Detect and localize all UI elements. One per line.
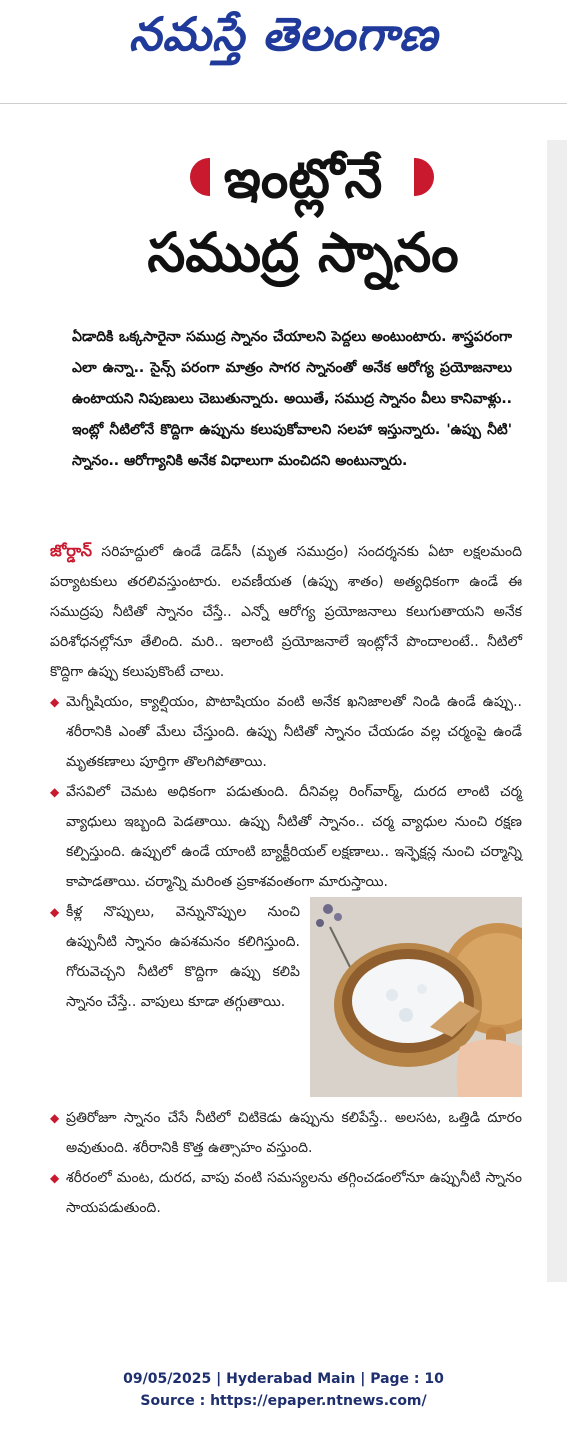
salt-bowl-illustration — [310, 897, 522, 1097]
bullet-item-with-photo — [50, 897, 522, 1017]
headline-line2: సముద్ర స్నానం — [147, 221, 459, 284]
headline — [58, 142, 548, 290]
salt-bowl-photo — [310, 897, 522, 1097]
footer-source-line: Source : https://epaper.ntnews.com/ — [140, 1393, 427, 1409]
lead-paragraph — [50, 536, 522, 687]
headline-pill-right — [414, 158, 434, 196]
lead-text: సరిహద్దులో ఉండే డెడ్‌సీ (మృత సముద్రం) సందర్శనకు ఏటా లక్షలమంది పర్యాటకులు తరలివస్తుంటారు. లవణీయత (ఉప్పు శాతం) అత్యధికంగా ఉండే ఈ సముద్రపు నీటితో స్నానం చేస్తే.. ఎన్నో ఆరోగ్య ప్రయోజనాలు కలుగుతాయని అనేక పరిశోధనల్లోనూ తేలింది. మరి.. ఇలాంటి ప్రయోజనాలే ఇంట్లోనే పొందాలంటే.. నీటిలో కొద్దిగా ఉప్పు కలుపుకొంటే చాలు. — [50, 544, 522, 680]
bullet-list — [50, 687, 522, 1223]
footer — [0, 1368, 567, 1412]
intro-paragraph: ఏడాదికి ఒక్కసారైనా సముద్ర స్నానం చేయాలని పెద్దలు అంటుంటారు. శాస్త్రపరంగా ఎలా ఉన్నా.. సైన్స్ పరంగా మాత్రం సాగర స్నానంతో అనేక ఆరోగ్య ప్రయోజనాలు ఉంటాయని నిపుణులు చెబుతున్నారు. అయితే, సముద్ర స్నానం వీలు కానివాళ్లు.. ఇంట్లో నీటిలోనే కొద్దిగా ఉప్పును కలుపుకోవాలని సలహా ఇస్తున్నారు. 'ఉప్పు నీటి' స్నానం.. ఆరోగ్యానికి అనేక విధాలుగా మంచిదని అంటున్నారు. — [72, 329, 512, 469]
bullet-item: ◆ శరీరంలో మంట, దురద, వాపు వంటి సమస్యలను తగ్గించడంలోనూ ఉప్పునీటి స్నానం సాయపడుతుంది. — [50, 1163, 522, 1223]
headline-pill-left — [190, 158, 210, 196]
headline-line1: ఇంట్లోనే — [223, 147, 383, 210]
lead-word: జోర్డాన్ — [50, 541, 92, 560]
bullet-item: ◆ వేసవిలో చెమట అధికంగా పడుతుంది. దీనివల్ల రింగ్‌వార్మ్, దురద లాంటి చర్మ వ్యాధులు ఇబ్బంది పెడతాయి. ఉప్పు నీటితో స్నానం.. చర్మ వ్యాధుల నుంచి రక్షణ కల్పిస్తుంది. ఉప్పులో ఉండే యాంటి బ్యాక్టీరియల్ లక్షణాలు.. ఇన్ఫెక్షన్ల నుంచి చర్మాన్ని కాపాడతాయి. చర్మాన్ని మరింత ప్రకాశవంతంగా మారుస్తాయి. — [50, 777, 522, 897]
article-body — [50, 536, 522, 1223]
bullet-item: ◆ మెగ్నీషియం, క్యాల్షియం, పొటాషియం వంటి అనేక ఖనిజాలతో నిండి ఉండే ఉప్పు.. శరీరానికి ఎంతో మేలు చేస్తుంది. ఉప్పు నీటితో స్నానం చేయడం వల్ల చర్మంపై ఉండే మృతకణాలు పూర్తిగా తొలగిపోతాయి. — [50, 687, 522, 777]
footer-edition-line: 09/05/2025 | Hyderabad Main | Page : 10 — [123, 1371, 444, 1387]
masthead-title: నమస్తే తెలంగాణ — [128, 7, 439, 61]
column-edge-bar — [547, 140, 567, 1282]
masthead — [0, 0, 567, 80]
masthead-divider — [0, 103, 567, 104]
headline-line1-wrap — [190, 142, 417, 216]
bullet-item: ◆ ప్రతిరోజూ స్నానం చేసే నీటిలో చిటికెడు ఉప్పును కలిపేస్తే.. అలసట, ఒత్తిడి దూరం అవుతుంది. శరీరానికి కొత్త ఉత్సాహం వస్తుంది. — [50, 1103, 522, 1163]
bullet-text: కీళ్ల నొప్పులు, వెన్నునొప్పుల నుంచి ఉప్పునీటి స్నానం ఉపశమనం కలిగిస్తుంది. గోరువెచ్చని నీటిలో కొద్దిగా ఉప్పు కలిపి స్నానం చేస్తే.. వాపులు కూడా తగ్గుతాయి. — [66, 904, 300, 1010]
